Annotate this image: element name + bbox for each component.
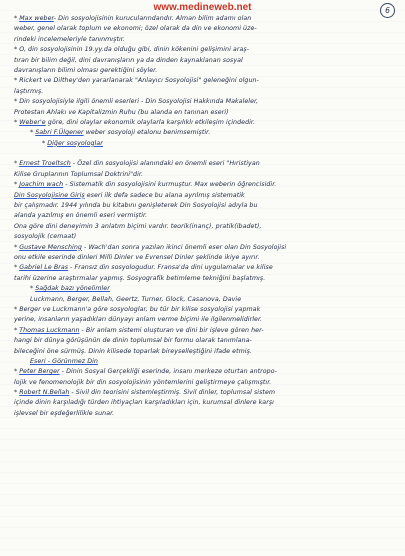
note-line <box>8 159 397 169</box>
note-text: lojik ve fenomenolojik bir din sosyolojisinin yöntemlerini geliştirmeye çalışmıştır. <box>14 378 272 386</box>
note-line <box>8 326 397 336</box>
note-text: sosyolojik (cemaat) <box>14 233 77 241</box>
bullet-star: * <box>14 15 18 22</box>
note-text: - Sivil din teorisini sistemleştirmiş. Sivil dinler, toplumsal sistem <box>69 389 276 397</box>
note-line <box>8 76 397 86</box>
note-text: tarihi üzerine araştırmalar yapmış. Sosyografik betimleme tekniğini başlatmış. <box>14 274 266 282</box>
bullet-star: * <box>14 305 18 313</box>
note-line <box>8 284 397 294</box>
note-heading: Din Sosyolojisine Giriş <box>14 191 85 199</box>
note-text: davranışların bilimi olması gerektiğini söyler. <box>14 66 158 74</box>
note-line <box>8 378 397 388</box>
note-text: - Sistematik din sosyolojisini kurmuştur. Max weberin öğrencisidir. <box>63 181 277 189</box>
bullet-star: * <box>14 264 18 272</box>
note-text: - Özel din sosyolojisi alanındaki en önemli eseri "Hıristiyan <box>70 160 260 168</box>
note-line <box>8 128 397 138</box>
note-line <box>8 149 397 159</box>
note-line <box>8 263 397 273</box>
note-text: Kilise Gruplarının Toplumsal Doktrini"dir. <box>14 170 144 178</box>
note-line <box>8 24 397 34</box>
note-line <box>8 398 397 408</box>
note-text: bileceğini öne sürmüş. Dinin kilisede toparlak bireyselleştiğini ifade etmiş. <box>14 347 252 355</box>
note-line <box>8 336 397 346</box>
note-text: göre, dini olaylar ekonomik olaylarla karşılıklı etkileşim içindedir. <box>45 118 256 126</box>
note-line <box>8 357 397 367</box>
site-url-watermark: www.medineweb.net <box>153 2 252 13</box>
note-heading: Weber'e <box>19 118 46 126</box>
bullet-star: * <box>14 98 18 106</box>
page-number-badge: 6 <box>380 3 395 18</box>
note-text: Protestan Ahlakı ve Kapitalizmin Ruhu (bu alanda en tanınan eseri) <box>14 108 229 116</box>
note-heading: Eseri - Görünmez Din <box>30 357 98 365</box>
note-heading: Gabriel Le Bras <box>19 264 69 272</box>
note-line <box>8 35 397 45</box>
note-text: işlevsel bir eşdeğerlilikle sunar. <box>14 409 115 417</box>
note-text: - Fransız din sosyologudur. Fransa'da dini uygulamalar ve kilise <box>68 264 273 272</box>
note-line <box>8 118 397 128</box>
note-line <box>8 180 397 190</box>
note-line <box>8 170 397 180</box>
note-line <box>8 367 397 377</box>
note-text: weber, genel olarak toplum ve ekonomi; özel olarak da din ve ekonomi üze- <box>14 25 257 33</box>
note-text: Rickert ve Dilthey'den yararlanarak "Anlayıcı Sosyolojisi" geleneğini olgun- <box>19 77 259 85</box>
bullet-star: * <box>14 389 18 397</box>
note-line <box>8 66 397 76</box>
note-text: weber sosyoloji etalonu benimsemiştir. <box>83 129 211 137</box>
bullet-star: * <box>14 46 18 54</box>
note-text: hangi bir dünya görüşünün de dinin toplumsal bir formu olarak tanımlana- <box>14 337 252 345</box>
note-text: Ona göre dini deneyimin 3 anlatım biçimi vardır. teorik(inanç), pratik(ibadet), <box>14 222 262 230</box>
note-heading: Joachim wach <box>19 181 64 189</box>
note-line <box>8 315 397 325</box>
note-line <box>8 295 397 305</box>
handwritten-notes <box>8 14 397 419</box>
note-line <box>8 191 397 201</box>
bullet-star: * <box>14 326 18 334</box>
note-line <box>8 87 397 97</box>
note-text: Berger ve Luckmann'a göre sosyologlar, bu tür bir kilise sosyolojisi yapmak <box>19 305 261 313</box>
note-line <box>8 201 397 211</box>
note-line <box>8 409 397 419</box>
bullet-star: * <box>14 243 18 251</box>
note-heading: Sabri F.Ülgener <box>35 129 84 137</box>
bullet-star: * <box>14 181 18 189</box>
note-line <box>8 243 397 253</box>
note-text: alanda yazılmış en önemli eseri vermiştir. <box>14 212 148 220</box>
bullet-star: * <box>14 368 18 376</box>
note-heading: Sağdak bazı yönelimler <box>35 285 110 293</box>
note-heading: Diğer sosyologlar <box>47 139 103 147</box>
note-line <box>8 347 397 357</box>
note-text: - Din sosyolojisinin kurucularındandır. Alman bilim adamı olan <box>53 15 252 22</box>
note-line <box>8 139 397 149</box>
note-line <box>8 232 397 242</box>
note-line <box>8 45 397 55</box>
note-heading: Robert N.Bellah <box>19 389 70 397</box>
note-line <box>8 388 397 398</box>
bullet-star: * <box>42 139 46 147</box>
bullet-star: * <box>30 285 34 293</box>
note-text: içinde dinin karşıladığı türden ihtiyaçları karşıladıkları için, kurumsal dinlere karşı <box>14 399 274 407</box>
note-line <box>8 108 397 118</box>
note-text: bir çalışmadır. 1944 yılında bu kitabını genişleterek Din Sosyolojisi adıyla bu <box>14 202 258 210</box>
note-text: onu etkile eserinde dinleri Milli Dinler ve Evrensel Dinler şeklinde ikiye ayırır. <box>14 253 260 261</box>
note-heading: Thomas Luckmann <box>19 326 80 334</box>
note-text: - Dinin Sosyal Gerçekliği eserinde, insanı merkeze oturtan antropo- <box>59 368 277 376</box>
note-text: - Wach'dan sonra yazılan ikinci önemli eser olan Din Sosyolojisi <box>81 243 287 251</box>
note-text: laştırmış. <box>14 87 44 95</box>
note-text: - Bir anlam sistemi oluşturan ve dini bir işleve gören her- <box>79 326 264 334</box>
note-text: eseri ilk defa sadece bu alana ayrılmış sistematik <box>84 191 245 199</box>
bullet-star: * <box>30 129 34 137</box>
note-text: Luckmann, Berger, Bellah, Geertz, Turner, Glock, Casanova, Davie <box>30 295 242 303</box>
note-line <box>8 274 397 284</box>
note-heading: Ernest Troeltsch <box>19 160 71 168</box>
note-heading: Peter Berger <box>19 368 60 376</box>
note-line <box>8 14 397 24</box>
note-line <box>8 211 397 221</box>
note-text: O, din sosyolojisinin 19.yy.da olduğu gibi, dinin kökenini gelişimini araş- <box>19 46 250 54</box>
note-heading: Max weber <box>19 15 54 22</box>
note-line <box>8 222 397 232</box>
bullet-star: * <box>14 118 18 126</box>
note-line <box>8 253 397 263</box>
bullet-star: * <box>14 160 18 168</box>
note-text: rindeki incelemeleriyle tanınmıştır. <box>14 35 125 43</box>
note-heading: Gustave Mensching <box>19 243 82 251</box>
bullet-star: * <box>14 77 18 85</box>
note-text: Din sosyolojisiyle ilgili önemli eserleri - Din Sosyolojisi Hakkında Makaleler, <box>19 98 259 106</box>
note-line <box>8 56 397 66</box>
note-line <box>8 97 397 107</box>
note-text: tıran bir bilim değil, dini davranışların ya da dinden kaynaklanan sosyal <box>14 56 243 64</box>
note-text: yerine, insanların yaşadıkları dünyayı anlam verme biçimi ile ilgilenmelidirler. <box>14 316 263 324</box>
note-line <box>8 305 397 315</box>
